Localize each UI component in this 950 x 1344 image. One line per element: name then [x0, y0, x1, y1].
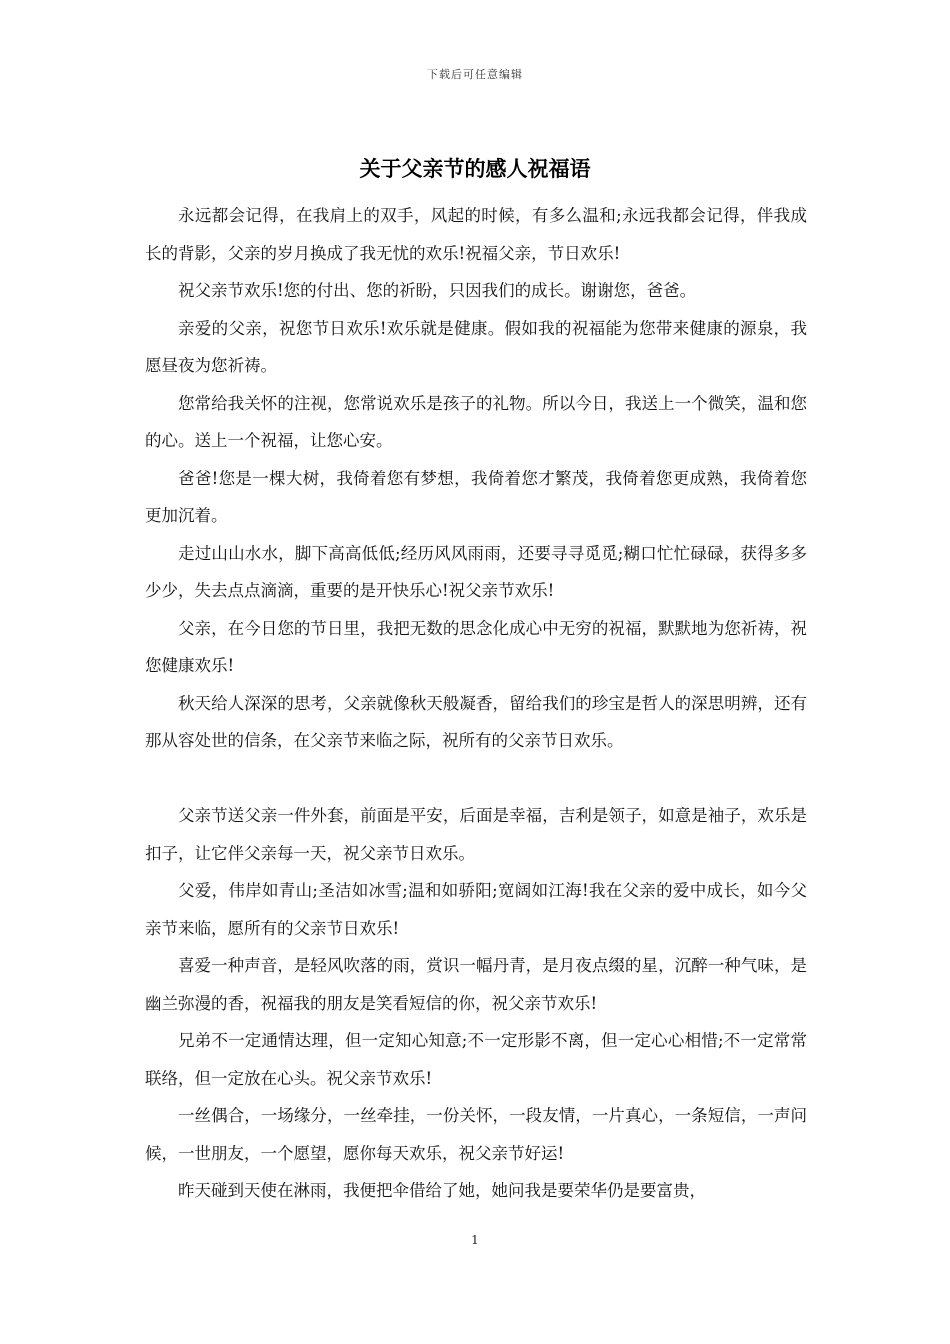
paragraph: 父亲节送父亲一件外套，前面是平安，后面是幸福，吉利是领子，如意是袖子，欢乐是扣子，让它伴父亲每一天，祝父亲节日欢乐。	[145, 806, 807, 863]
paragraph: 兄弟不一定通情达理，但一定知心知意;不一定形影不离，但一定心心相惜;不一定常常联络，但一定放在心头。祝父亲节欢乐!	[145, 1031, 807, 1088]
header-note: 下载后可任意编辑	[427, 68, 523, 81]
paragraph: 喜爱一种声音，是轻风吹落的雨，赏识一幅丹青，是月夜点缀的星，沉醉一种气味，是幽兰弥漫的香，祝福我的朋友是笑看短信的你，祝父亲节欢乐!	[145, 956, 807, 1013]
paragraph: 一丝偶合，一场缘分，一丝牵挂，一份关怀，一段友情，一片真心，一条短信，一声问候，一世朋友，一个愿望，愿你每天欢乐，祝父亲节好运!	[145, 1106, 807, 1163]
paragraph: 父爱，伟岸如青山;圣洁如冰雪;温和如骄阳;宽阔如江海!我在父亲的爱中成长，如今父亲节来临，愿所有的父亲节日欢乐!	[145, 881, 807, 938]
page-number: 1	[471, 1233, 479, 1247]
paragraph: 爸爸!您是一棵大树，我倚着您有梦想，我倚着您才繁茂，我倚着您更成熟，我倚着您更加沉着。	[145, 468, 807, 525]
paragraph: 您常给我关怀的注视，您常说欢乐是孩子的礼物。所以今日，我送上一个微笑，温和您的心。送上一个祝福，让您心安。	[145, 393, 807, 450]
paragraph: 走过山山水水，脚下高高低低;经历风风雨雨，还要寻寻觅觅;糊口忙忙碌碌，获得多多少少，失去点点滴滴，重要的是开快乐心!祝父亲节欢乐!	[145, 543, 807, 600]
document-body	[145, 197, 807, 1210]
paragraph: 秋天给人深深的思考，父亲就像秋天般凝香，留给我们的珍宝是哲人的深思明辨，还有那从容处世的信条，在父亲节来临之际，祝所有的父亲节日欢乐。	[145, 693, 807, 750]
paragraph: 昨天碰到天使在淋雨，我便把伞借给了她，她问我是要荣华仍是要富贵，	[178, 1181, 706, 1200]
paragraph: 祝父亲节欢乐!您的付出、您的祈盼，只因我们的成长。谢谢您，爸爸。	[178, 281, 697, 300]
paragraph: 亲爱的父亲，祝您节日欢乐!欢乐就是健康。假如我的祝福能为您带来健康的源泉，我愿昼夜为您祈祷。	[145, 318, 807, 375]
document-title: 关于父亲节的感人祝福语	[359, 156, 591, 181]
paragraph: 父亲，在今日您的节日里，我把无数的思念化成心中无穷的祝福，默默地为您祈祷，祝您健康欢乐!	[145, 618, 807, 675]
paragraph: 永远都会记得，在我肩上的双手，风起的时候，有多么温和;永远我都会记得，伴我成长的背影，父亲的岁月换成了我无忧的欢乐!祝福父亲，节日欢乐!	[145, 206, 807, 263]
